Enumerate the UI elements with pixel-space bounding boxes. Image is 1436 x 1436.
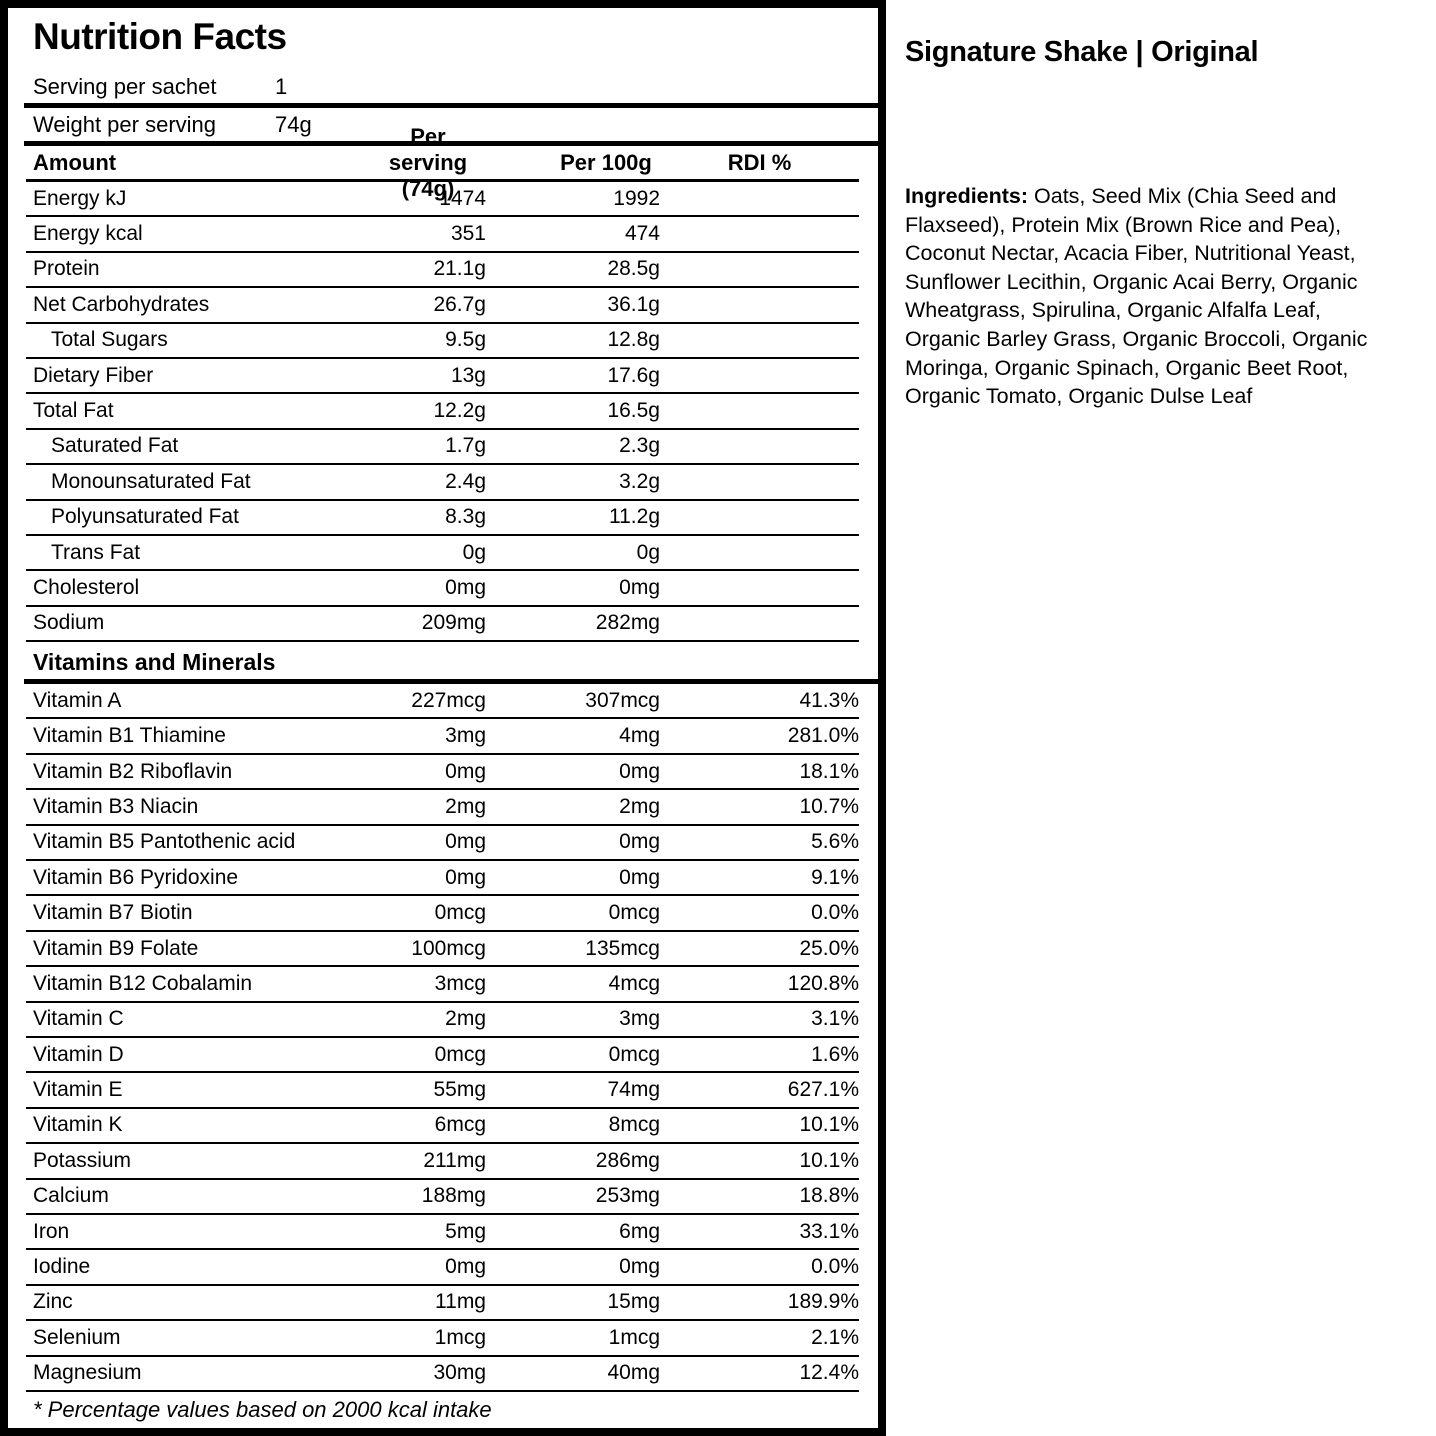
nutrition-row: [26, 1109, 859, 1144]
nutrient-name: Potassium: [33, 1148, 132, 1172]
rdi-value: 12.4%: [799, 1361, 859, 1385]
nutrient-name: Total Fat: [33, 399, 114, 423]
nutrient-name: Trans Fat: [51, 540, 141, 564]
nutrient-name: Magnesium: [33, 1361, 142, 1385]
nutrition-row: [26, 932, 859, 967]
nutrition-row: [26, 359, 859, 394]
per-100g-value: 2mg: [619, 794, 660, 818]
per-100g-value: 0mg: [619, 575, 660, 599]
per-100g-value: 2.3g: [619, 434, 660, 458]
serving-per-sachet-row: [8, 70, 878, 103]
nutrient-name: Vitamin C: [33, 1007, 124, 1031]
nutrient-name: Iodine: [33, 1255, 91, 1279]
nutrient-name: Vitamin B5 Pantothenic acid: [33, 830, 296, 854]
nutrient-name: Total Sugars: [51, 328, 168, 352]
rdi-value: 41.3%: [799, 688, 859, 712]
rdi-value: 25.0%: [799, 936, 859, 960]
nutrient-name: Vitamin B3 Niacin: [33, 794, 199, 818]
per-serving-value: 209mg: [421, 611, 486, 635]
per-serving-value: 21.1g: [433, 257, 486, 281]
nutrition-row: [26, 430, 859, 465]
nutrition-row: [26, 288, 859, 323]
per-serving-value: 0mg: [445, 575, 486, 599]
per-serving-value: 0mcg: [434, 1042, 486, 1066]
nutrient-name: Vitamin B2 Riboflavin: [33, 759, 233, 783]
per-100g-value: 17.6g: [607, 363, 660, 387]
per-serving-value: 12.2g: [433, 399, 486, 423]
nutrition-row: [26, 861, 859, 896]
nutrition-row: [26, 755, 859, 790]
nutrient-name: Vitamin E: [33, 1078, 123, 1102]
per-serving-value: 2mg: [445, 1007, 486, 1031]
per-serving-value: 11mg: [435, 1290, 486, 1314]
nutrient-name: Iron: [33, 1219, 70, 1243]
per-100g-value: 40mg: [607, 1361, 660, 1385]
per-serving-value: 26.7g: [433, 292, 486, 316]
per-serving-value: 0mg: [445, 1255, 486, 1279]
per-100g-value: 0g: [636, 540, 660, 564]
per-serving-value: 188mg: [421, 1184, 486, 1208]
weight-per-serving-row: [8, 108, 878, 141]
nutrient-name: Dietary Fiber: [33, 363, 154, 387]
per-serving-value: 2mg: [445, 794, 486, 818]
per-100g-value: 16.5g: [607, 399, 660, 423]
nutrient-name: Vitamin K: [33, 1113, 123, 1137]
nutrition-row: [26, 826, 859, 861]
per-serving-value: 3mg: [445, 724, 486, 748]
rdi-value: 0.0%: [811, 901, 859, 925]
serving-per-sachet-label: Serving per sachet: [33, 74, 217, 99]
per-100g-value: 474: [624, 222, 660, 246]
per-serving-value: 0mg: [445, 830, 486, 854]
per-serving-value: 0mcg: [434, 901, 486, 925]
per-100g-value: 4mg: [619, 724, 660, 748]
per-serving-value: 2.4g: [445, 469, 486, 493]
per-serving-value: 0mg: [445, 865, 486, 889]
nutrient-name: Polyunsaturated Fat: [51, 505, 239, 529]
rdi-value: 10.7%: [799, 794, 859, 818]
nutrition-row: [26, 1215, 859, 1250]
rdi-value: 189.9%: [787, 1290, 859, 1314]
nutrition-row: [26, 607, 859, 642]
nutrition-row: [26, 1073, 859, 1108]
column-header-per-serving: Per serving (74g): [388, 123, 468, 201]
nutrition-row: [26, 1321, 859, 1356]
nutrient-name: Vitamin B7 Biotin: [33, 901, 193, 925]
column-header-per-100g: Per 100g: [560, 149, 652, 175]
vitamins-table: [8, 684, 878, 1392]
serving-per-sachet-value: 1: [275, 74, 288, 99]
ingredients-paragraph: [905, 182, 1373, 411]
per-100g-value: 11.2g: [609, 505, 660, 529]
rdi-value: 0.0%: [811, 1255, 859, 1279]
per-serving-value: 100mcg: [411, 936, 486, 960]
rdi-value: 5.6%: [811, 830, 859, 854]
nutrition-row: [26, 394, 859, 429]
rdi-value: 9.1%: [811, 865, 859, 889]
per-100g-value: 4mcg: [608, 971, 660, 995]
per-100g-value: 28.5g: [607, 257, 660, 281]
rdi-value: 120.8%: [787, 971, 859, 995]
per-serving-value: 8.3g: [445, 505, 486, 529]
ingredients-text: Oats, Seed Mix (Chia Seed and Flaxseed), Protein Mix (Brown Rice and Pea), Coconut Nectar, Acacia Fiber, Nutritional Yeast, Sunflower Lecithin, Organic Acai Berry, Organic Wheatgrass, Spirulina, Organic Alfalfa Leaf, Organic Barley Grass, Organic Broccoli, Organic Moringa, Organic Spinach, Organic Beet Root, Organic Tomato, Organic Dulse Leaf: [905, 184, 1368, 409]
per-100g-value: 253mg: [595, 1184, 660, 1208]
rdi-value: 33.1%: [799, 1219, 859, 1243]
nutrition-row: [26, 571, 859, 606]
weight-per-serving-label: Weight per serving: [33, 112, 217, 137]
nutrients-table: [8, 182, 878, 642]
vitamins-section-title: Vitamins and Minerals: [33, 649, 276, 676]
rdi-value: 18.1%: [799, 759, 859, 783]
nutrient-name: Vitamin B6 Pyridoxine: [33, 865, 239, 889]
footnote: * Percentage values based on 2000 kcal intake: [33, 1396, 492, 1422]
nutrition-row: [26, 465, 859, 500]
per-serving-value: 1474: [439, 186, 486, 210]
per-100g-value: 286mg: [595, 1148, 660, 1172]
per-serving-value: 1.7g: [445, 434, 486, 458]
rdi-value: 18.8%: [799, 1184, 859, 1208]
nutrient-name: Vitamin A: [33, 688, 122, 712]
nutrition-row: [26, 182, 859, 217]
per-100g-value: 282mg: [595, 611, 660, 635]
nutrition-row: [26, 896, 859, 931]
column-header-amount: Amount: [33, 149, 117, 175]
nutrition-row: [26, 1180, 859, 1215]
rdi-value: 10.1%: [799, 1148, 859, 1172]
weight-per-serving-value: 74g: [275, 112, 312, 137]
per-100g-value: 8mcg: [608, 1113, 660, 1137]
nutrition-row: [26, 790, 859, 825]
nutrition-facts-title: Nutrition Facts: [33, 16, 287, 57]
per-100g-value: 307mcg: [585, 688, 660, 712]
per-serving-value: 3mcg: [434, 971, 486, 995]
nutrition-row: [26, 719, 859, 754]
per-serving-value: 0g: [462, 540, 486, 564]
nutrition-row: [26, 1038, 859, 1073]
nutrition-row: [26, 1144, 859, 1179]
per-serving-value: 55mg: [433, 1078, 486, 1102]
per-serving-value: 6mcg: [434, 1113, 486, 1137]
per-serving-value: 1mcg: [434, 1325, 486, 1349]
rdi-value: 1.6%: [811, 1042, 859, 1066]
per-serving-value: 211mg: [423, 1148, 486, 1172]
nutrition-row: [26, 967, 859, 1002]
nutrient-name: Zinc: [33, 1290, 73, 1314]
per-serving-value: 227mcg: [411, 688, 486, 712]
rdi-value: 3.1%: [811, 1007, 859, 1031]
nutrient-name: Vitamin B1 Thiamine: [33, 724, 226, 748]
nutrition-row: [26, 217, 859, 252]
nutrient-name: Monounsaturated Fat: [51, 469, 251, 493]
per-serving-value: 351: [450, 222, 486, 246]
per-100g-value: 12.8g: [607, 328, 660, 352]
rdi-value: 2.1%: [811, 1325, 859, 1349]
nutrition-row: [26, 501, 859, 536]
column-header-rdi: RDI %: [727, 149, 792, 175]
nutrient-name: Calcium: [33, 1184, 109, 1208]
per-serving-value: 30mg: [433, 1361, 486, 1385]
ingredients-label: Ingredients:: [905, 184, 1029, 208]
per-100g-value: 0mcg: [608, 1042, 660, 1066]
per-100g-value: 135mcg: [585, 936, 660, 960]
per-100g-value: 15mg: [607, 1290, 660, 1314]
nutrition-row: [26, 253, 859, 288]
nutrition-row: [26, 536, 859, 571]
per-100g-value: 74mg: [607, 1078, 660, 1102]
per-serving-value: 13g: [450, 363, 486, 387]
per-100g-value: 0mg: [619, 1255, 660, 1279]
nutrition-row: [26, 1357, 859, 1392]
per-serving-value: 9.5g: [445, 328, 486, 352]
product-panel: [905, 36, 1390, 411]
rdi-value: 281.0%: [787, 724, 859, 748]
nutrition-row: [26, 1250, 859, 1285]
nutrient-name: Selenium: [33, 1325, 121, 1349]
per-serving-value: 0mg: [445, 759, 486, 783]
nutrition-row: [26, 1003, 859, 1038]
nutrient-name: Energy kJ: [33, 186, 127, 210]
rdi-value: 627.1%: [787, 1078, 859, 1102]
per-100g-value: 1992: [613, 186, 660, 210]
per-100g-value: 6mg: [619, 1219, 660, 1243]
per-100g-value: 3mg: [619, 1007, 660, 1031]
per-100g-value: 0mcg: [608, 901, 660, 925]
nutrient-name: Net Carbohydrates: [33, 292, 210, 316]
nutrient-name: Vitamin B12 Cobalamin: [33, 971, 253, 995]
nutrient-name: Vitamin D: [33, 1042, 124, 1066]
per-serving-value: 5mg: [445, 1219, 486, 1243]
per-100g-value: 1mcg: [608, 1325, 660, 1349]
per-100g-value: 3.2g: [619, 469, 660, 493]
rdi-value: 10.1%: [799, 1113, 859, 1137]
nutrient-name: Energy kcal: [33, 222, 143, 246]
nutrition-row: [26, 324, 859, 359]
per-100g-value: 0mg: [619, 759, 660, 783]
per-100g-value: 0mg: [619, 865, 660, 889]
nutrient-name: Saturated Fat: [51, 434, 179, 458]
product-title: Signature Shake | Original: [905, 36, 1259, 68]
nutrient-name: Protein: [33, 257, 100, 281]
nutrition-row: [26, 1286, 859, 1321]
per-100g-value: 36.1g: [607, 292, 660, 316]
nutrient-name: Vitamin B9 Folate: [33, 936, 199, 960]
nutrient-name: Cholesterol: [33, 575, 140, 599]
per-100g-value: 0mg: [619, 830, 660, 854]
nutrition-row: [26, 684, 859, 719]
nutrient-name: Sodium: [33, 611, 105, 635]
